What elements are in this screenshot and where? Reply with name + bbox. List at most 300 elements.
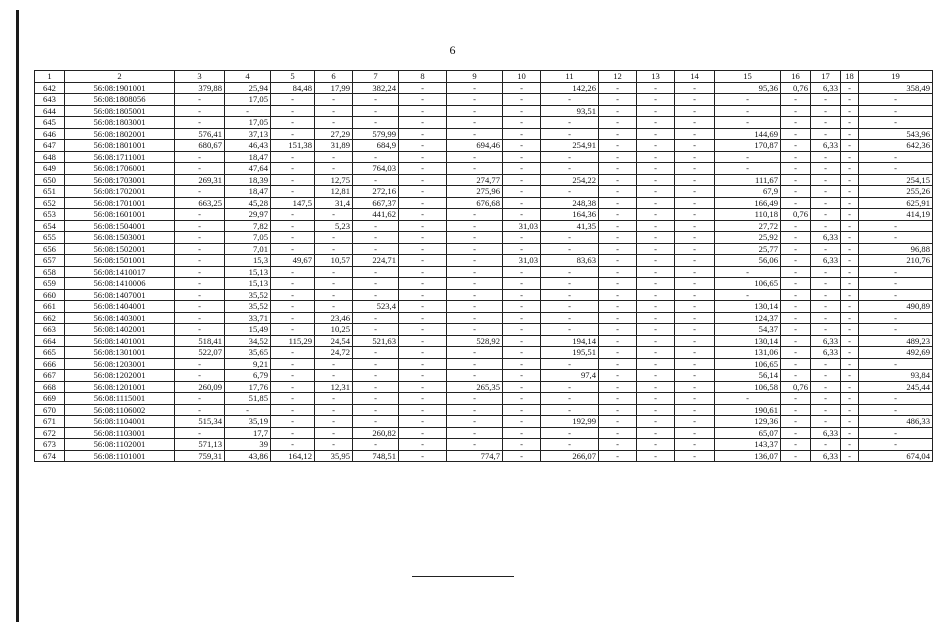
table-cell: 56:08:1802001 xyxy=(65,128,175,140)
table-cell: 51,85 xyxy=(225,393,271,405)
table-cell: - xyxy=(781,163,811,175)
table-cell: - xyxy=(599,266,637,278)
table-cell: - xyxy=(637,82,675,94)
table-cell: - xyxy=(781,243,811,255)
table-cell: - xyxy=(781,266,811,278)
table-cell: 110,18 xyxy=(715,209,781,221)
table-cell: - xyxy=(675,186,715,198)
table-cell: - xyxy=(175,324,225,336)
table-cell: 665 xyxy=(35,347,65,359)
table-cell: 25,94 xyxy=(225,82,271,94)
table-cell: - xyxy=(315,163,353,175)
table-cell: - xyxy=(715,151,781,163)
table-cell: - xyxy=(541,278,599,290)
table-cell: 194,14 xyxy=(541,335,599,347)
table-cell: - xyxy=(175,404,225,416)
table-cell: - xyxy=(841,439,859,451)
table-cell: 56:08:1202001 xyxy=(65,370,175,382)
table-cell: - xyxy=(271,381,315,393)
table-row xyxy=(35,450,933,462)
table-cell: - xyxy=(271,186,315,198)
table-cell: - xyxy=(315,278,353,290)
table-cell: - xyxy=(315,94,353,106)
table-cell: - xyxy=(599,117,637,129)
table-cell: 17,76 xyxy=(225,381,271,393)
table-cell: 56,14 xyxy=(715,370,781,382)
table-cell: 56:08:1104001 xyxy=(65,416,175,428)
table-row xyxy=(35,197,933,209)
table-cell: - xyxy=(447,209,503,221)
table-cell: - xyxy=(599,324,637,336)
table-cell: - xyxy=(399,197,447,209)
table-cell: - xyxy=(781,335,811,347)
table-cell: 248,38 xyxy=(541,197,599,209)
table-cell: - xyxy=(781,347,811,359)
column-header: 16 xyxy=(781,71,811,83)
table-cell: - xyxy=(781,324,811,336)
table-cell: - xyxy=(811,381,841,393)
table-cell: - xyxy=(599,186,637,198)
table-cell: 490,89 xyxy=(859,301,933,313)
table-cell: 17,99 xyxy=(315,82,353,94)
table-cell: - xyxy=(599,416,637,428)
table-cell: - xyxy=(399,439,447,451)
table-cell: - xyxy=(675,301,715,313)
table-cell: - xyxy=(599,393,637,405)
table-cell: - xyxy=(447,439,503,451)
table-cell: 106,58 xyxy=(715,381,781,393)
table-cell: - xyxy=(841,94,859,106)
table-cell: 254,22 xyxy=(541,174,599,186)
table-cell: - xyxy=(225,404,271,416)
table-cell: - xyxy=(637,174,675,186)
table-cell: 663 xyxy=(35,324,65,336)
table-cell: - xyxy=(399,335,447,347)
table-cell: - xyxy=(841,393,859,405)
table-cell: - xyxy=(315,370,353,382)
table-cell: - xyxy=(541,232,599,244)
table-cell: - xyxy=(503,105,541,117)
table-cell: - xyxy=(841,416,859,428)
table-cell: - xyxy=(175,117,225,129)
table-cell: - xyxy=(841,163,859,175)
table-cell: - xyxy=(811,266,841,278)
table-cell: - xyxy=(503,128,541,140)
table-cell: 646 xyxy=(35,128,65,140)
table-cell: - xyxy=(599,105,637,117)
table-cell: - xyxy=(541,151,599,163)
table-cell: - xyxy=(675,82,715,94)
table-cell: - xyxy=(637,243,675,255)
table-cell: 29,97 xyxy=(225,209,271,221)
table-cell: - xyxy=(599,151,637,163)
table-cell: - xyxy=(811,404,841,416)
table-cell: 56:08:1106002 xyxy=(65,404,175,416)
table-row xyxy=(35,416,933,428)
table-cell: 56:08:1301001 xyxy=(65,347,175,359)
column-header: 13 xyxy=(637,71,675,83)
table-cell: - xyxy=(675,278,715,290)
table-cell: - xyxy=(315,151,353,163)
table-cell: - xyxy=(503,163,541,175)
table-row xyxy=(35,301,933,313)
table-cell: - xyxy=(637,128,675,140)
table-cell: - xyxy=(315,301,353,313)
table-row xyxy=(35,312,933,324)
table-cell: 528,92 xyxy=(447,335,503,347)
table-cell: 6,33 xyxy=(811,450,841,462)
table-cell: - xyxy=(781,416,811,428)
table-cell: - xyxy=(541,393,599,405)
table-cell: - xyxy=(503,427,541,439)
table-cell: 56:08:1803001 xyxy=(65,117,175,129)
table-cell: 272,16 xyxy=(353,186,399,198)
table-cell: - xyxy=(859,266,933,278)
table-cell: - xyxy=(781,278,811,290)
table-cell: - xyxy=(715,163,781,175)
table-cell: - xyxy=(447,393,503,405)
table-cell: 166,49 xyxy=(715,197,781,209)
table-cell: 54,37 xyxy=(715,324,781,336)
column-header: 17 xyxy=(811,71,841,83)
column-header: 14 xyxy=(675,71,715,83)
table-cell: - xyxy=(447,128,503,140)
table-cell: 684,9 xyxy=(353,140,399,152)
table-cell: 56:08:1701001 xyxy=(65,197,175,209)
table-cell: - xyxy=(175,370,225,382)
table-cell: - xyxy=(675,94,715,106)
table-cell: - xyxy=(675,450,715,462)
table-cell: - xyxy=(503,393,541,405)
table-cell: 12,75 xyxy=(315,174,353,186)
table-cell: - xyxy=(399,117,447,129)
table-cell: - xyxy=(315,243,353,255)
table-cell: - xyxy=(599,335,637,347)
table-cell: - xyxy=(599,301,637,313)
table-row xyxy=(35,381,933,393)
table-cell: - xyxy=(599,174,637,186)
table-cell: - xyxy=(399,381,447,393)
table-cell: - xyxy=(399,140,447,152)
table-cell: 486,33 xyxy=(859,416,933,428)
table-cell: - xyxy=(399,174,447,186)
table-cell: - xyxy=(399,393,447,405)
table-cell: 45,28 xyxy=(225,197,271,209)
table-cell: - xyxy=(447,301,503,313)
table-cell: 764,03 xyxy=(353,163,399,175)
table-cell: - xyxy=(271,151,315,163)
table-cell: - xyxy=(315,439,353,451)
table-cell: - xyxy=(637,439,675,451)
table-row xyxy=(35,232,933,244)
table-row xyxy=(35,347,933,359)
table-cell: - xyxy=(447,278,503,290)
table-cell: - xyxy=(541,163,599,175)
table-cell: 56:08:1501001 xyxy=(65,255,175,267)
table-cell: 654 xyxy=(35,220,65,232)
table-cell: 0,76 xyxy=(781,381,811,393)
table-cell: - xyxy=(637,289,675,301)
table-cell: - xyxy=(541,301,599,313)
table-cell: - xyxy=(399,255,447,267)
table-cell: - xyxy=(315,289,353,301)
table-cell: 95,36 xyxy=(715,82,781,94)
table-cell: - xyxy=(447,370,503,382)
table-cell: - xyxy=(447,220,503,232)
table-cell: - xyxy=(447,266,503,278)
table-cell: 24,72 xyxy=(315,347,353,359)
table-cell: - xyxy=(447,94,503,106)
table-cell: - xyxy=(859,358,933,370)
table-cell: - xyxy=(841,370,859,382)
table-cell: - xyxy=(811,105,841,117)
table-cell: 669 xyxy=(35,393,65,405)
table-cell: - xyxy=(675,209,715,221)
table-cell: 31,89 xyxy=(315,140,353,152)
table-cell: - xyxy=(353,151,399,163)
table-row xyxy=(35,335,933,347)
table-cell: - xyxy=(447,255,503,267)
table-cell: - xyxy=(781,370,811,382)
table-cell: 83,63 xyxy=(541,255,599,267)
table-cell: 6,33 xyxy=(811,347,841,359)
table-cell: 266,07 xyxy=(541,450,599,462)
table-cell: - xyxy=(675,289,715,301)
table-cell: 192,99 xyxy=(541,416,599,428)
table-cell: 6,33 xyxy=(811,82,841,94)
table-cell: 644 xyxy=(35,105,65,117)
table-cell: - xyxy=(859,220,933,232)
table-cell: - xyxy=(271,301,315,313)
table-cell: - xyxy=(841,220,859,232)
table-cell: - xyxy=(541,128,599,140)
table-cell: - xyxy=(675,243,715,255)
table-cell: - xyxy=(637,266,675,278)
table-cell: - xyxy=(841,82,859,94)
table-header-row xyxy=(35,71,933,83)
table-cell: - xyxy=(399,450,447,462)
table-cell: - xyxy=(175,266,225,278)
table-cell: - xyxy=(841,243,859,255)
table-cell: 147,5 xyxy=(271,197,315,209)
table-cell: - xyxy=(447,243,503,255)
table-cell: - xyxy=(841,404,859,416)
table-cell: 673 xyxy=(35,439,65,451)
table-cell: - xyxy=(353,94,399,106)
table-cell: - xyxy=(541,243,599,255)
table-cell: - xyxy=(781,289,811,301)
table-cell: - xyxy=(811,358,841,370)
table-cell: - xyxy=(811,243,841,255)
table-cell: - xyxy=(781,232,811,244)
table-row xyxy=(35,427,933,439)
table-cell: 151,38 xyxy=(271,140,315,152)
table-cell: - xyxy=(503,450,541,462)
table-cell: - xyxy=(841,186,859,198)
table-cell: - xyxy=(353,347,399,359)
table-cell: - xyxy=(503,243,541,255)
table-cell: - xyxy=(271,289,315,301)
table-cell: - xyxy=(811,220,841,232)
table-cell: - xyxy=(353,381,399,393)
table-cell: - xyxy=(447,232,503,244)
table-cell: - xyxy=(271,94,315,106)
table-cell: - xyxy=(599,163,637,175)
table-cell: - xyxy=(637,301,675,313)
table-cell: 7,05 xyxy=(225,232,271,244)
table-cell: 35,95 xyxy=(315,450,353,462)
table-row xyxy=(35,186,933,198)
table-cell: - xyxy=(811,324,841,336)
table-cell: - xyxy=(315,358,353,370)
table-cell: - xyxy=(503,197,541,209)
table-cell: - xyxy=(541,324,599,336)
table-cell: 651 xyxy=(35,186,65,198)
table-cell: - xyxy=(399,416,447,428)
table-row xyxy=(35,358,933,370)
table-cell: - xyxy=(447,347,503,359)
table-cell: - xyxy=(811,416,841,428)
table-cell: - xyxy=(675,439,715,451)
table-cell: - xyxy=(175,427,225,439)
table-cell: 97,4 xyxy=(541,370,599,382)
table-cell: - xyxy=(503,301,541,313)
table-cell: - xyxy=(781,117,811,129)
table-cell: - xyxy=(637,450,675,462)
table-cell: - xyxy=(353,117,399,129)
table-cell: - xyxy=(841,312,859,324)
table-cell: - xyxy=(353,358,399,370)
table-cell: 748,51 xyxy=(353,450,399,462)
table-cell: 269,31 xyxy=(175,174,225,186)
table-cell: - xyxy=(599,94,637,106)
table-cell: - xyxy=(541,358,599,370)
table-cell: - xyxy=(811,370,841,382)
table-cell: - xyxy=(541,117,599,129)
table-cell: - xyxy=(859,163,933,175)
table-cell: - xyxy=(781,393,811,405)
table-cell: - xyxy=(811,289,841,301)
table-cell: - xyxy=(315,209,353,221)
table-cell: - xyxy=(503,404,541,416)
table-cell: - xyxy=(353,266,399,278)
table-cell: - xyxy=(811,197,841,209)
table-cell: 7,01 xyxy=(225,243,271,255)
table-cell: - xyxy=(781,255,811,267)
table-cell: - xyxy=(841,381,859,393)
table-row xyxy=(35,105,933,117)
table-cell: - xyxy=(503,439,541,451)
table-cell: - xyxy=(675,416,715,428)
table-cell: - xyxy=(675,128,715,140)
table-cell: - xyxy=(841,278,859,290)
table-cell: - xyxy=(503,94,541,106)
table-cell: - xyxy=(675,427,715,439)
column-header: 5 xyxy=(271,71,315,83)
column-header: 1 xyxy=(35,71,65,83)
table-row xyxy=(35,370,933,382)
table-cell: - xyxy=(175,105,225,117)
table-cell: 667,37 xyxy=(353,197,399,209)
table-cell: - xyxy=(841,301,859,313)
table-cell: - xyxy=(637,197,675,209)
table-cell: 17,05 xyxy=(225,117,271,129)
table-cell: 56:08:1502001 xyxy=(65,243,175,255)
table-cell: 17,7 xyxy=(225,427,271,439)
table-cell: - xyxy=(811,186,841,198)
table-cell: - xyxy=(781,174,811,186)
table-cell: 47,64 xyxy=(225,163,271,175)
table-cell: - xyxy=(503,117,541,129)
table-cell: 84,48 xyxy=(271,82,315,94)
table-cell: - xyxy=(859,324,933,336)
table-cell: - xyxy=(859,105,933,117)
table-cell: 15,49 xyxy=(225,324,271,336)
table-row xyxy=(35,255,933,267)
table-cell: 5,23 xyxy=(315,220,353,232)
table-cell: - xyxy=(841,197,859,209)
table-cell: 195,51 xyxy=(541,347,599,359)
table-cell: - xyxy=(859,151,933,163)
table-cell: - xyxy=(353,174,399,186)
table-cell: 164,12 xyxy=(271,450,315,462)
table-row xyxy=(35,128,933,140)
table-cell: - xyxy=(675,393,715,405)
table-cell: - xyxy=(781,358,811,370)
table-cell: 24,54 xyxy=(315,335,353,347)
table-cell: 274,77 xyxy=(447,174,503,186)
table-cell: 93,51 xyxy=(541,105,599,117)
table-cell: - xyxy=(637,105,675,117)
table-cell: - xyxy=(271,243,315,255)
table-cell: - xyxy=(637,278,675,290)
table-cell: - xyxy=(315,105,353,117)
table-cell: 65,07 xyxy=(715,427,781,439)
table-cell: - xyxy=(353,278,399,290)
table-cell: - xyxy=(503,151,541,163)
table-cell: - xyxy=(637,324,675,336)
table-cell: 661 xyxy=(35,301,65,313)
table-cell: - xyxy=(599,197,637,209)
table-cell: - xyxy=(447,289,503,301)
table-cell: 6,33 xyxy=(811,427,841,439)
table-cell: 25,92 xyxy=(715,232,781,244)
table-cell: - xyxy=(447,427,503,439)
table-cell: - xyxy=(503,370,541,382)
table-cell: - xyxy=(399,347,447,359)
table-cell: 23,46 xyxy=(315,312,353,324)
table-cell: 56:08:1203001 xyxy=(65,358,175,370)
table-cell: - xyxy=(503,312,541,324)
table-cell: 56:08:1401001 xyxy=(65,335,175,347)
table-cell: 650 xyxy=(35,174,65,186)
table-cell: - xyxy=(399,266,447,278)
table-cell: 56:08:1706001 xyxy=(65,163,175,175)
table-cell: 12,81 xyxy=(315,186,353,198)
table-cell: - xyxy=(781,140,811,152)
table-cell: - xyxy=(841,427,859,439)
table-cell: - xyxy=(811,393,841,405)
table-cell: - xyxy=(315,266,353,278)
table-cell: 515,34 xyxy=(175,416,225,428)
table-cell: - xyxy=(399,163,447,175)
table-cell: - xyxy=(353,105,399,117)
table-cell: 674 xyxy=(35,450,65,462)
table-cell: 656 xyxy=(35,243,65,255)
table-cell: 37,13 xyxy=(225,128,271,140)
table-cell: 56:08:1103001 xyxy=(65,427,175,439)
table-cell: - xyxy=(675,232,715,244)
